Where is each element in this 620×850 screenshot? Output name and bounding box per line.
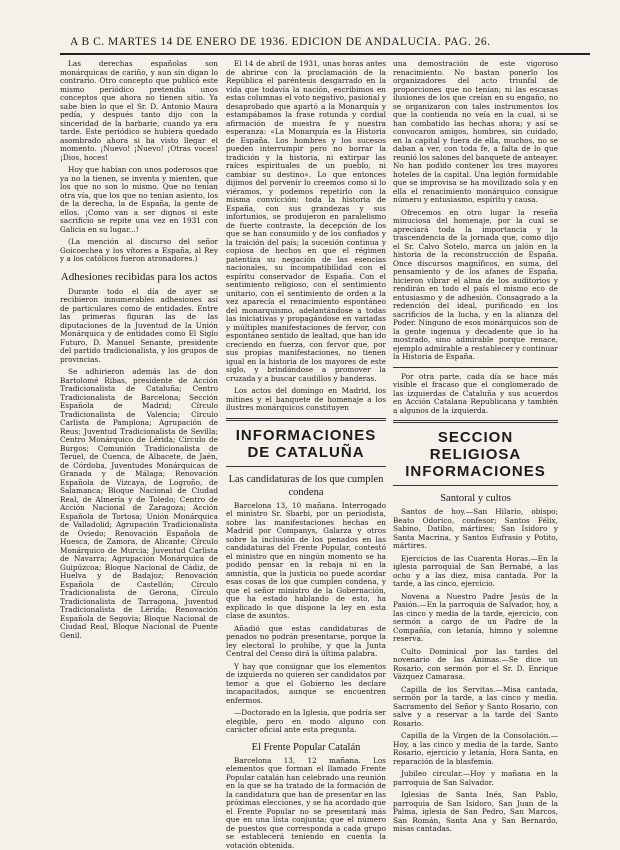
section-divider <box>393 485 558 486</box>
header-rule <box>60 53 590 55</box>
section-heading-candidaturas: Las candidaturas de los que cumplen condena <box>226 473 386 499</box>
paragraph: El 14 de abril de 1931, unas horas antes de abrirse con la proclamación de la República el paréntesis desgarrado en la vida que todavía la nación, escribimos en estas columnas el voto negativo, pasional y desaprobado que apartó a la Monarquía y estampábamos la frase rotunda y cordial afirmación de nuestra fe y nuestra esperanza: «La Monarquía es la Historia de España. Los hombres y los sucesos pueden interrumpir pero no borrar la tradición y la historia, ni extirpar las raíces espirituales de un pueblo, ni cambiar su destino». Lo que entonces dijimos del porvenir lo creemos como si lo viéramos, y podemos repetirlo con la misma convicción: toda la historia de España, con sus grandezas y sus infortunios, se produjeron en paralelismo de fuerte contraste, la decepción de los que se han consumido y de los confiados y la traición del país; la sucesión continua y copiosa de hechos en que el régimen patentiza su negación de las esencias nacionales, su incompatibilidad con el espíritu conservador de España. Con el sentimiento religioso, con el sentimiento unitario, con el sentimiento de orden a la vez aparecía el renacimiento espontáneo del monarquismo, adelantándose a todas las iniciativas y propagándose en variadas y múltiples manifestaciones de fervor, con espontáneo sentido de lealtad, que han ido creciendo en fuerza, con fervor que, por sus propias manifestaciones, no tienen igual en la historia de los mayores de este siglo, y brindándose a promover la cruzada y a buscar caudillos y banderas. <box>226 60 386 383</box>
column-1 <box>60 60 218 800</box>
section-divider <box>393 367 558 368</box>
paragraph: Culto Dominical por las tardes del novenario de las Ánimas.—Se dice un Rosario, con sermón por el Sr. D. Enrique Vázquez Camarasa. <box>393 648 558 682</box>
paragraph: Y hay que consignar que los elementos de izquierda no quieren ser candidatos por temor a que el Gobierno les declare incapacitados, aunque se encuentren enfermos. <box>226 663 386 706</box>
paragraph: Novena a Nuestro Padre Jesús de la Pasión.—En la parroquia de Salvador, hoy, a las cinco y media de la tarde, ejercicio, con sermón a cargo de un Padre de la Compañía, con letanía, himno y solemne reserva. <box>393 593 558 644</box>
page-header: A B C. MARTES 14 DE ENERO DE 1936. EDICION DE ANDALUCIA. PAG. 26. <box>70 36 590 48</box>
paragraph: Se adhirieron además las de don Bartolomé Ribas, presidente de Acción Tradicionalista de Cataluña; Centro Tradicionalista de Barcelona; Sección Española de Madrid; Círculo Tradicionalista de Valencia; Círculo Carlista de Pamplona; Agrupación de Reus; Juventud Tradicionalista de Sevilla; Centro Monárquico de Lérida; Círculo de Burgos; Comunión Tradicionalista de Teruel, de Cuenca, de Albacete, de Jaén, de Córdoba, Juventudes Monárquicas de Granada y de Málaga; Renovación Española de Vizcaya, de Logroño, de Salamanca; Bloque Nacional de Ciudad Real, de Almería y de Toledo; Centro de Acción Nacional de Zaragoza; Acción Española de Tortosa; Unión Monárquica de Valladolid; Agrupación Tradicionalista de Oviedo; Renovación Española de Huesca, de Zamora, de Alicante; Círculo Monárquico de Murcia; Juventud Carlista de Navarra; Agrupación Monárquica de Guipúzcoa; Bloque Nacional de Cádiz, de Huelva y de Badajoz; Renovación Española de Castellón; Círculo Tradicionalista de Gerona, Círculo Tradicionalista de Tarragona, Juventud Tradicionalista de Lérida; Renovación Española de Segovia; Bloque Nacional de Ciudad Real, Bloque Nacional de Puente Genil. <box>60 368 218 640</box>
paragraph: Capilla de los Servitas.—Misa cantada, sermón por la tarde, a las cinco y media. Sacramento del Señor y Santo Rosario, con salve y a reservar a la tarde del Santo Rosario. <box>393 686 558 729</box>
paragraph: Barcelona 13, 12 mañana. Los elementos que forman el llamado Frente Popular catalán han celebrado una reunión en la que se ha tratado de la formación de la candidatura que han de presentar en las próximas elecciones, y se ha acordado que el Frente Popular no se presentará más que en una lista conjunta; que el número de puestos que corresponda a cada grupo se establecerá teniendo en cuenta la votación obtenida. <box>226 757 386 850</box>
paragraph: Ofrecemos en otro lugar la reseña minuciosa del homenaje, por la cual se apreciará toda la importancia y la trascendencia de la jornada que, como dijo el Sr. Calvo Sotelo, marca un jalón en la historia de la reconstrucción de España. Once discursos magníficos, en suma, del pensamiento y de los afanes de España, hicieron vibrar el alma de los auditorios y rendirán en todo el país el mismo eco de entusiasmo y de adhesión. Consagrado a la redención del ideal, purificado en los sacrificios de la lucha, y en la alianza del Poder. Ninguno de esos monárquicos son de la gente ingenua y decadente que lo ha mostrado, sino admirable porque renace, ejemplo admirable a restablecer y continuar la Historia de España. <box>393 209 558 362</box>
section-divider <box>226 466 386 467</box>
paragraph: una demostración de este vigoroso renacimiento. No bastan ponerlo los organizadores del acto triunfal de proporciones que no tenían; ni las escasas ilusiones de los que creían en su engaño, no se organizaron con tales instrumentos los que la contienda no veía en la cual, si se han combatido las hechas ahora; y así se convocaron amigos, hombres, sin cuidado, en la capital y fuera de ella, muchos, no se daban a ver, con toda fe, a falta de lo que reunió los salones del banquete de anteayer. No han podido contener los tres mayores hoteles de la capital. Una legión formidable que se improvisa se ha movilizado sola y en ella el renacimiento monárquico consigue número y entusiasmo, espíritu y causa. <box>393 60 558 205</box>
column-3 <box>393 60 558 800</box>
paragraph: Barcelona 13, 10 mañana. Interrogado el ministro Sr. Sbarbi, por un periodista, sobre las manifestaciones hechas en Madrid por Companys, Galarza y otros sobre la inclusión de los penados en las candidaturas del Frente Popular, contestó el ministro que en ningún momento se ha podido pensar en la rebaja ni en la amnistía, que la justicia no puede acordar esas cosas de los que cumplen condena, y que el señor ministro de la Gobernación, que ha estado hablando de esto, ha explicado lo que dispone la ley en esta clase de asuntos. <box>226 502 386 621</box>
paragraph: Añadió que estas candidaturas de penados no podrán presentarse, porque la ley electoral lo prohíbe, y que la Junta Central del Censo dirá la última palabra. <box>226 625 386 659</box>
paragraph: Santos de hoy.—San Hilario, obispo; Beato Odorico, confesor; Santos Félix, Sabino, Datibo, mártires; San Isidoro y Santa Macrina, y Santos Eufrasio y Potito, mártires. <box>393 508 558 551</box>
paragraph: Los actos del domingo en Madrid, los mítines y el banquete de homenaje a los ilustres monárquicos constituyen <box>226 387 386 413</box>
section-heading-santoral: Santoral y cultos <box>393 492 558 505</box>
banner-informaciones-cataluna: INFORMACIONES DE CATALUÑA <box>226 427 386 461</box>
paragraph: Hoy que habían con unos poderosos que ya no la tienen, se inventa y mienten, que los que no son lo mismo. Que no tenían otra vía, que los que no tenían asiento, los de la derecha, la de España, la gente de ellos. ¡Como van a ser dignos si este sacrificio se repite una vez en 1931 con Galicia en su lugar...! <box>60 166 218 234</box>
paragraph: Capilla de la Virgen de la Consolación.—Hoy, a las cinco y media de la tarde, Santo Rosario, ejercicio y letanía, Hora Santa, en reparación de la blasfemia. <box>393 732 558 766</box>
paragraph: —Doctorado en la Iglesia, que podría ser elegible, pero en modo alguno con carácter oficial ante esta pregunta. <box>226 709 386 735</box>
paragraph: Ejercicios de las Cuarenta Horas.—En la iglesia parroquial de San Bernabé, a las ocho y a las diez, misa cantada. Por la tarde, a las cinco, ejercicio. <box>393 555 558 589</box>
paragraph: Por otra parte, cada día se hace más visible el fracaso que el conglomerado de las izquierdas de Cataluña y sus acuerdos en Acción Catalana Republicana y también a algunos de la izquierda. <box>393 373 558 416</box>
paragraph: Las derechas españolas son monárquicas de cariño, y aun sin digan lo contrario. Otro concepto que publicó este mismo periódico pretendía unos conceptos que ahora no tienen sitio. Ya sabe bien lo que el Sr. D. Antonio Maura pedía, y después tanto dijo con la sinceridad de la barbarie, cuando ya era tarde. Este periódico se hubiera quedado asombrado ahora si ha visto llegar el momento. ¡Nuevo! ¡Nuevo! ¡Otras voces! ¡Dios, hoces! <box>60 60 218 162</box>
banner-seccion-religiosa: SECCION RELIGIOSA INFORMACIONES <box>393 429 558 480</box>
paragraph: Durante todo el día de ayer se recibieron innumerables adhesiones así de particulares como de entidades. Entre las primeras figuran las de las diputaciones de la Juventud de la Unión Monárquica y de entidades como El Siglo Futuro, D. Manuel Senante, presidente del partido tradicionalista, y los grupos de provincias. <box>60 288 218 365</box>
paragraph: (La mención al discurso del señor Goicoechea y los vítores a España, al Rey y a los católicos fueron atronadores.) <box>60 238 218 264</box>
section-divider <box>393 420 558 423</box>
section-heading-adhesiones: Adhesiones recibidas para los actos <box>60 270 218 284</box>
paragraph: Jubileo circular.—Hoy y mañana en la parroquia de San Salvador. <box>393 770 558 787</box>
section-divider <box>226 418 386 421</box>
paragraph: Iglesias de Santa Inés, San Pablo, parroquia de San Isidoro, San Juan de la Palma, iglesia de San Pedro, San Marcos, San Román, Santa Ana y San Bernardo, misas cantadas. <box>393 791 558 834</box>
column-2 <box>226 60 386 800</box>
section-heading-frente-popular: El Frente Popular Catalán <box>226 741 386 754</box>
